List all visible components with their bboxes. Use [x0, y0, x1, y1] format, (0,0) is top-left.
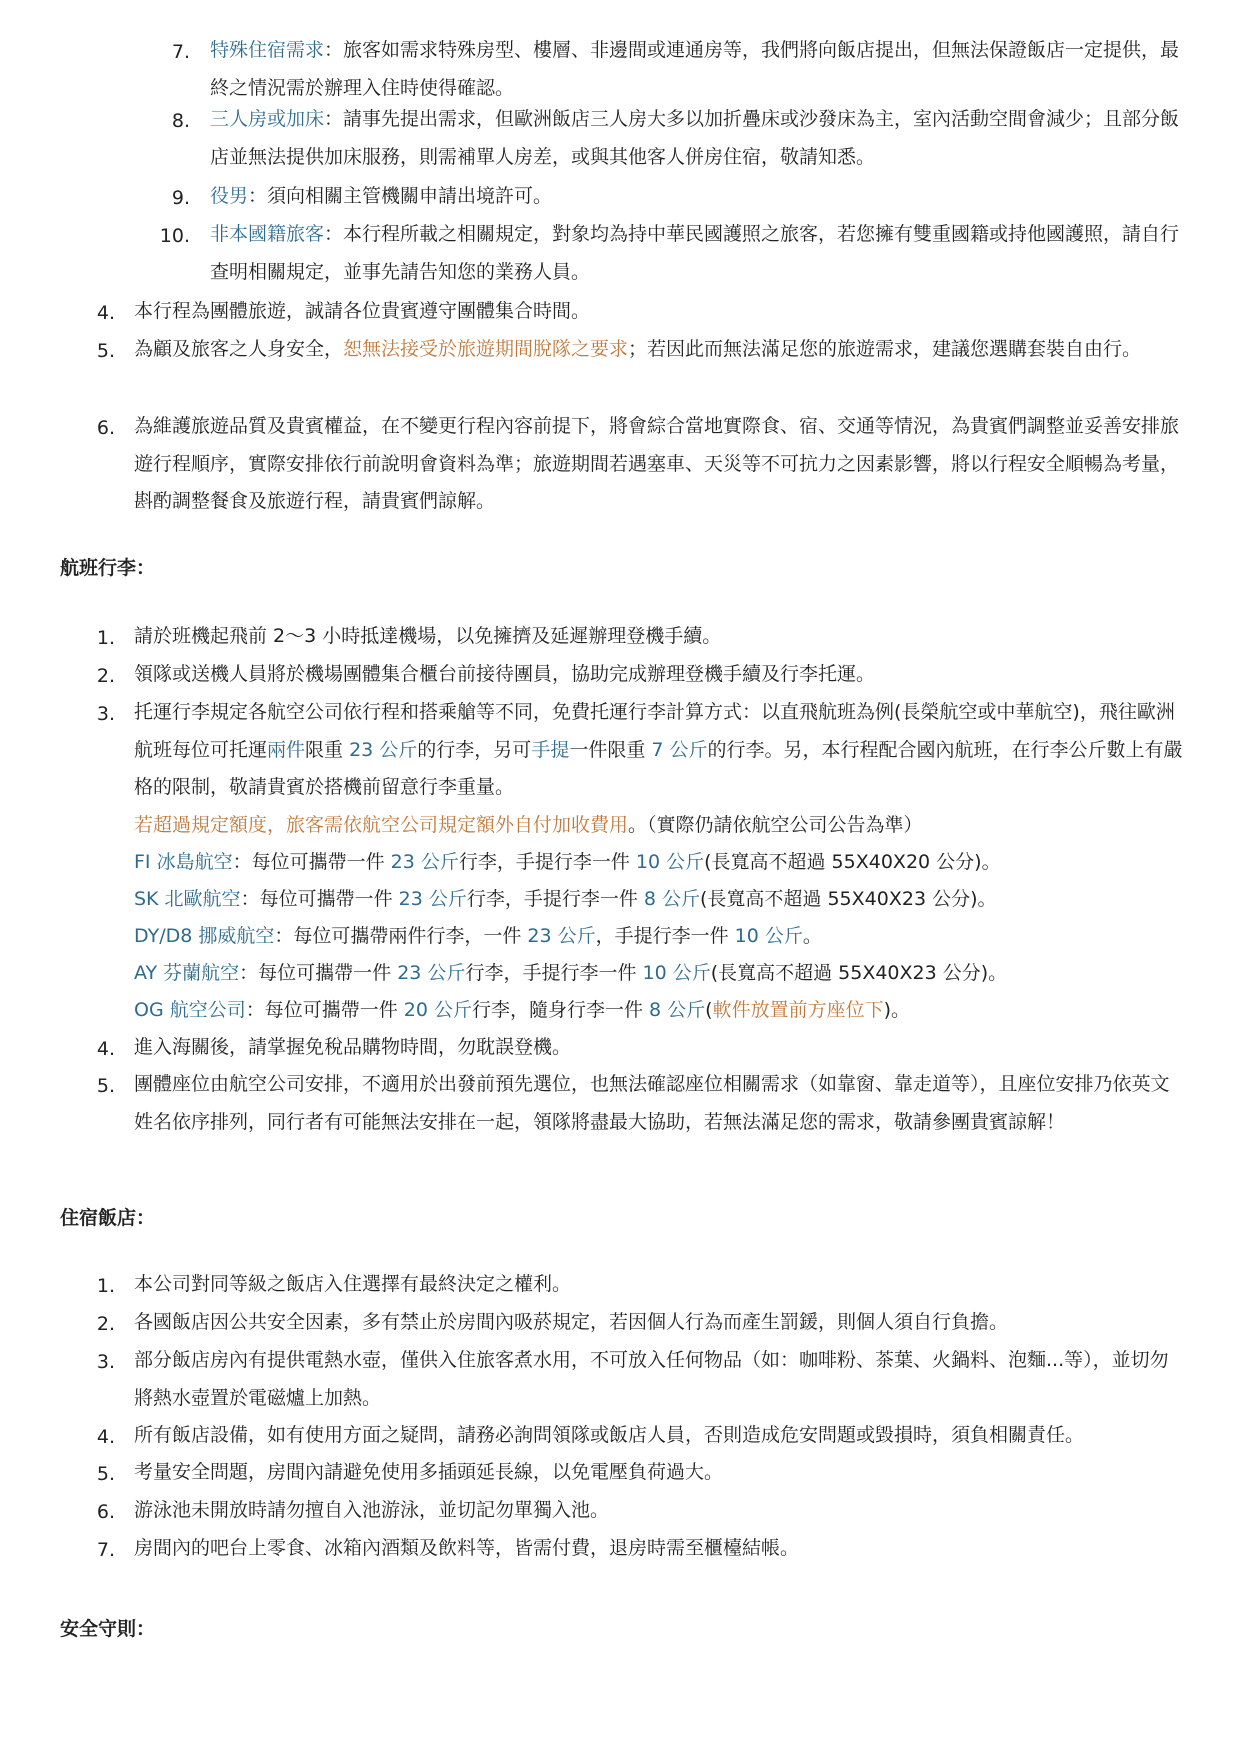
item-text: ：每位可攜帶一件	[239, 962, 398, 984]
item-text: ；若因此而無法滿足您的旅遊需求，建議您選購套裝自由行。	[628, 338, 1142, 360]
item-text: 為顧及旅客之人身安全，	[134, 338, 344, 360]
item-text: (	[705, 999, 713, 1021]
item-text: ：請事先提出需求，但歐洲飯店三人房大多以加折疊床或沙發床為主，室內活動空間會減少；且部分飯店並無法提供加床服務，則需補單人房差，或與其他客人併房住宿，敬請知悉。	[210, 108, 1180, 168]
airline-name: OG 航空公司	[134, 999, 246, 1021]
item-highlight: 20 公斤	[403, 999, 472, 1021]
list-number: 7.	[171, 41, 190, 63]
item-text: (長寬高不超過 55X40X20 公分)。	[704, 851, 1001, 873]
item-highlight: 23 公斤	[397, 962, 466, 984]
item-text: (長寬高不超過 55X40X23 公分)。	[700, 888, 997, 910]
item-highlight: 若超過規定額度，旅客需依航空公司規定額外自付加收費用	[134, 814, 629, 836]
item-text: 。	[802, 925, 822, 947]
airline-row	[134, 918, 1184, 956]
item-text: 一件限重	[569, 738, 652, 761]
list-number: 2.	[96, 665, 115, 687]
list-number: 3.	[96, 1351, 115, 1373]
item-text: 行李，手提行李一件	[465, 962, 643, 984]
list-number: 4.	[96, 302, 115, 324]
list-number: 3.	[96, 703, 115, 725]
list-item: 為維護旅遊品質及貴賓權益，在不變更行程內容前提下，將會綜合當地實際食、宿、交通等情況，為貴賓們調整並妥善安排旅遊行程順序，實際安排依行前說明會資料為準；旅遊期間若遇塞車、天災等不可抗力之因素影響，將以行程安全順暢為考量，斟酌調整餐食及旅遊行程，請貴賓們諒解。	[134, 415, 1180, 512]
item-term: 役男	[210, 185, 249, 207]
item-text: ：旅客如需求特殊房型、樓層、非邊間或連通房等，我們將向飯店提出，但無法保證飯店一定提供，最終之情況需於辦理入住時使得確認。	[210, 39, 1180, 99]
list-item: 請於班機起飛前 2～3 小時抵達機場，以免擁擠及延遲辦理登機手續。	[134, 625, 722, 647]
item-highlight: 恕無法接受於旅遊期間脫隊之要求	[343, 338, 629, 360]
item-highlight: 8 公斤	[649, 999, 706, 1021]
list-item	[210, 101, 1180, 176]
list-item: 領隊或送機人員將於機場團體集合櫃台前接待團員，協助完成辦理登機手續及行李托運。	[134, 663, 876, 685]
item-text: ：須向相關主管機關申請出境許可。	[248, 185, 553, 207]
list-item: 進入海關後，請掌握免稅品購物時間，勿耽誤登機。	[134, 1036, 572, 1058]
list-number: 6.	[96, 1501, 115, 1523]
item-highlight: 兩件	[267, 738, 306, 761]
item-highlight: 手提	[531, 738, 570, 761]
item-highlight: 23 公斤	[398, 888, 467, 910]
item-text: ：每位可攜帶一件	[245, 999, 404, 1021]
item-text: ：每位可攜帶一件	[240, 888, 399, 910]
item-text: 行李，手提行李一件	[458, 851, 636, 873]
item-term: 三人房或加床	[210, 108, 325, 130]
item-text: 限重	[305, 738, 350, 761]
airline-name: FI 冰島航空	[134, 851, 233, 873]
item-highlight: 23 公斤	[349, 738, 418, 761]
list-item: 所有飯店設備，如有使用方面之疑問，請務必詢問領隊或飯店人員，否則造成危安問題或毀損時，須負相關責任。	[134, 1424, 1085, 1446]
section-heading-flight: 航班行李：	[60, 557, 156, 579]
list-number: 6.	[96, 417, 115, 439]
item-highlight: 10 公斤	[642, 962, 711, 984]
item-text: )。	[883, 999, 911, 1021]
airline-name: DY/D8 挪威航空	[134, 925, 275, 947]
item-text: 行李，手提行李一件	[466, 888, 644, 910]
item-highlight: 10 公斤	[635, 851, 705, 873]
list-item	[134, 331, 1184, 369]
list-number: 10.	[159, 225, 190, 247]
list-item: 團體座位由航空公司安排，不適用於出發前預先選位，也無法確認座位相關需求（如靠窗、靠走道等），且座位安排乃依英文姓名依序排列，同行者有可能無法安排在一起，領隊將盡最大協助，若無法滿足您的需求，敬請參團貴賓諒解！	[134, 1073, 1170, 1133]
item-text: 的行李。另，本行程配合國內航班，在行李公斤數上有嚴格的限制，敬請貴賓於搭機前留意行李重量。	[134, 738, 1183, 798]
item-text: 行李，隨身行李一件	[471, 999, 650, 1021]
list-item: 本行程為團體旅遊，誠請各位貴賓遵守團體集合時間。	[134, 300, 591, 322]
list-number: 7.	[96, 1539, 115, 1561]
airline-row	[134, 992, 1184, 1030]
airline-row	[134, 881, 1184, 919]
item-term: 非本國籍旅客	[210, 223, 325, 245]
item-text: (長寬高不超過 55X40X23 公分)。	[710, 962, 1008, 984]
item-text: ，手提行李一件	[595, 925, 735, 947]
item-text: ：每位可攜帶一件	[232, 851, 391, 873]
item-text: ：本行程所載之相關規定，對象均為持中華民國護照之旅客，若您擁有雙重國籍或持他國護照，請自行查明相關規定，並事先請告知您的業務人員。	[210, 223, 1180, 283]
item-text: 。（實際仍請依航空公司公告為準）	[628, 814, 923, 836]
list-item: 本公司對同等級之飯店入住選擇有最終決定之權利。	[134, 1273, 572, 1295]
list-number: 4.	[96, 1426, 115, 1448]
list-item	[210, 32, 1180, 107]
airline-name: SK 北歐航空	[134, 888, 241, 910]
item-text: ：每位可攜帶兩件行李，一件	[274, 925, 528, 947]
item-highlight: 10 公斤	[734, 925, 803, 947]
list-number: 4.	[96, 1038, 115, 1060]
item-text: 托運行李規定各航空公司依行程和搭乘艙等不同，免費托運行李計算方式：以直飛航班為例(長榮航空或中華航空)，飛往歐洲航班每位可托運	[134, 701, 1175, 761]
extra-fee-note	[134, 807, 1184, 845]
section-heading-hotel: 住宿飯店：	[60, 1207, 156, 1229]
list-number: 5.	[96, 1463, 115, 1485]
list-number: 5.	[96, 1075, 115, 1097]
list-item	[210, 178, 1180, 216]
list-number: 1.	[96, 627, 115, 649]
item-highlight: 7 公斤	[651, 738, 708, 761]
item-highlight: 軟件放置前方座位下	[712, 999, 884, 1021]
item-highlight: 23 公斤	[390, 851, 459, 873]
list-item: 各國飯店因公共安全因素，多有禁止於房間內吸菸規定，若因個人行為而產生罰鍰，則個人須自行負擔。	[134, 1311, 1009, 1333]
item-term: 特殊住宿需求	[210, 39, 325, 61]
list-number: 8.	[171, 110, 190, 132]
list-item: 游泳池未開放時請勿擅自入池游泳，並切記勿單獨入池。	[134, 1499, 610, 1521]
airline-row	[134, 844, 1184, 882]
item-highlight: 8 公斤	[643, 888, 701, 910]
item-text: 的行李，另可	[417, 738, 532, 761]
list-item	[210, 216, 1180, 291]
list-item: 考量安全問題，房間內請避免使用多插頭延長線，以免電壓負荷過大。	[134, 1461, 724, 1483]
section-heading-safety: 安全守則：	[60, 1618, 156, 1640]
airline-row	[134, 955, 1184, 993]
list-number: 1.	[96, 1275, 115, 1297]
list-item: 房間內的吧台上零食、冰箱內酒類及飲料等，皆需付費，退房時需至櫃檯結帳。	[134, 1537, 800, 1559]
airline-name: AY 芬蘭航空	[134, 962, 240, 984]
list-number: 9.	[171, 187, 190, 209]
list-item	[134, 694, 1184, 807]
list-number: 2.	[96, 1313, 115, 1335]
list-item: 部分飯店房內有提供電熱水壺，僅供入住旅客煮水用，不可放入任何物品（如：咖啡粉、茶葉、火鍋料、泡麵...等），並切勿將熱水壺置於電磁爐上加熱。	[134, 1349, 1169, 1409]
item-highlight: 23 公斤	[527, 925, 596, 947]
list-number: 5.	[96, 340, 115, 362]
